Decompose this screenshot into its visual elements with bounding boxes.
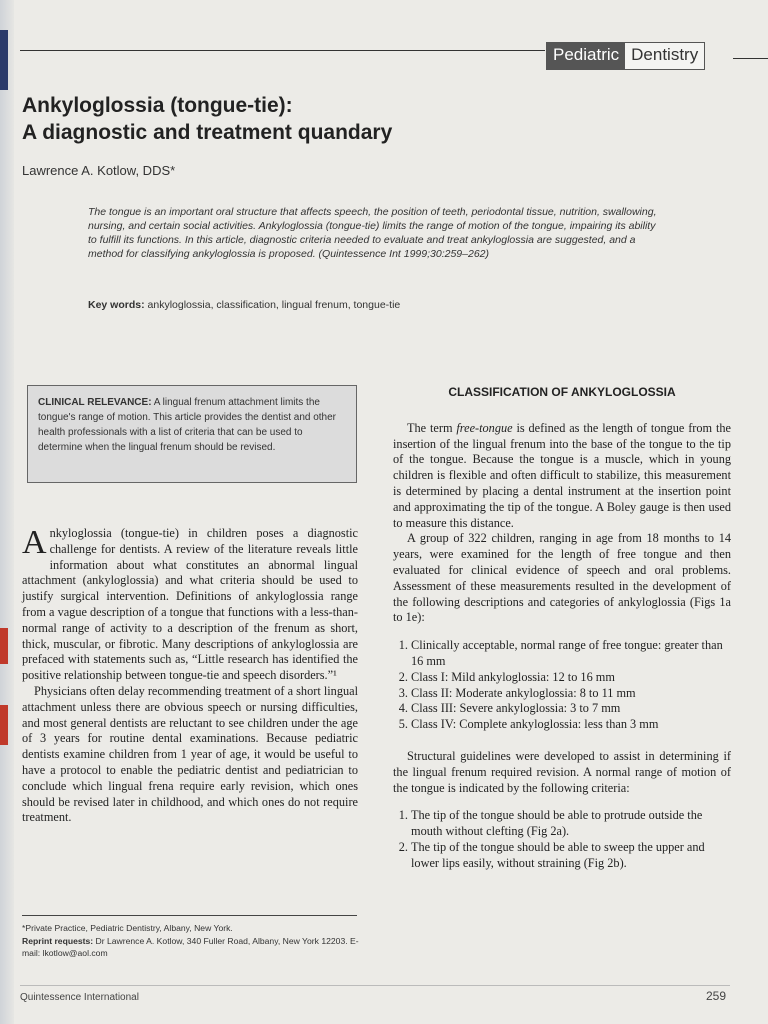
drop-cap: A: [22, 524, 47, 561]
reprint-label: Reprint requests:: [22, 935, 94, 946]
list-item: 4. Class III: Severe ankyloglossia: 3 to 7 mm: [411, 701, 731, 717]
term-emphasis: free-tongue: [456, 420, 513, 435]
header-rule: [20, 50, 545, 51]
paragraph-text: nkyloglossia (tongue-tie) in children poses a diagnostic challenge for dentists. A review of the literature reveals little information about what constitutes an abnormal lingual attachment (ankyloglossia) and what criteria should be used to justify surgical intervention. Definitions of ankyloglossia range from a vague description of a tongue that functions with a less-than-normal range of activity to a description of the frenum as short, thick, muscular, or fibrotic. Many descriptions of ankyloglossia are prefaced with statements such as, “Little research has identified the positive relationship between tongue-tie and speech disorders.”¹: [22, 526, 358, 683]
binding-spine: [0, 0, 14, 1024]
list-item: 5. Class IV: Complete ankyloglossia: less than 3 mm: [411, 717, 731, 733]
reprint-text: Dr Lawrence A. Kotlow, 340 Fuller Road, Albany, New York 12203. E-mail: lkotlow@aol.com: [22, 935, 359, 958]
footnote-rule: [22, 915, 357, 916]
title-line-2: A diagnostic and treatment quandary: [22, 121, 393, 144]
keywords: [88, 299, 658, 311]
footnote-reprint: [22, 935, 362, 960]
criteria-list: [393, 808, 731, 871]
clinical-relevance-text: A lingual frenum attachment limits the tongue's range of motion. This article provides the dentist and other health professionals with a list of criteria that can be used to determine when the lingual frenum should be revised.: [38, 397, 337, 453]
author: Lawrence A. Kotlow, DDS*: [22, 163, 176, 178]
clinical-relevance-box: [27, 385, 357, 483]
list-item: 2. The tip of the tongue should be able to sweep the upper and lower lips easily, without straining (Fig 2b).: [411, 840, 731, 872]
body-paragraph: [393, 421, 731, 532]
footnote: [22, 922, 362, 960]
journal-name: Quintessence International: [20, 992, 139, 1003]
list-item: 1. The tip of the tongue should be able to protrude outside the mouth without clefting (Fig 2a).: [411, 808, 731, 840]
title-line-1: Ankyloglossia (tongue-tie):: [22, 94, 293, 117]
right-column: [393, 385, 731, 888]
body-paragraph: Physicians often delay recommending treatment of a short lingual attachment unless there are obvious speech or nursing difficulties, and most general dentists are reluctant to see children under the age of 3 years for routine dental examinations. Because pediatric dentists examine children from 1 year of age, it would be useful to have a protocol to enable the pediatric dentist and pediatrician to conclude which lingual frena require early revision, which ones should be revised later in childhood, and which ones do not require treatment.: [22, 683, 358, 825]
left-column: [22, 526, 358, 826]
body-paragraph: Structural guidelines were developed to assist in determining if the lingual frenum required revision. A normal range of motion of the tongue is indicated by the following criteria:: [393, 748, 731, 795]
paragraph-text: is defined as the length of tongue from the insertion of the lingual frenum into the base of the tongue to the tip of the tongue. Because the tongue is a muscle, which in young children is flexible and often difficult to stabilize, this measurement is determined by placing a dental instrument at the insertion point and approximating the tip of the tongue. A Boley gauge is then used to measure this distance.: [393, 420, 731, 530]
header-rule: [733, 58, 768, 59]
page-number: 259: [706, 989, 727, 1003]
section-heading: CLASSIFICATION OF ANKYLOGLOSSIA: [448, 385, 676, 399]
body-paragraph: [22, 526, 358, 684]
footnote-affiliation: *Private Practice, Pediatric Dentistry, Albany, New York.: [22, 923, 233, 933]
list-item: 3. Class II: Moderate ankyloglossia: 8 to 11 mm: [411, 686, 731, 702]
list-item: 2. Class I: Mild ankyloglossia: 12 to 16 mm: [411, 670, 731, 686]
clinical-relevance-label: CLINICAL RELEVANCE:: [38, 397, 152, 408]
paragraph-text: The term: [407, 420, 457, 435]
section-tag-part2: Dentistry: [625, 43, 704, 69]
article-title: [22, 92, 582, 146]
body-paragraph: A group of 322 children, ranging in age from 18 months to 14 years, were examined for the length of free tongue and then evaluated for clinical evidence of speech and oral problems. Assessment of these measurements resulted in the development of the following descriptions and categories of ankyloglossia (Figs 1a to 1e):: [393, 531, 731, 625]
spine-mark: [0, 705, 8, 745]
spine-mark: [0, 628, 8, 664]
classification-list: [393, 638, 731, 733]
list-item: 1. Clinically acceptable, normal range of free tongue: greater than 16 mm: [411, 638, 731, 670]
section-tag-part1: Pediatric: [547, 43, 625, 69]
keywords-label: Key words:: [88, 299, 145, 311]
spine-mark: [0, 30, 8, 90]
footer-rule: [20, 985, 730, 986]
abstract: The tongue is an important oral structure that affects speech, the position of teeth, periodontal tissue, nutrition, swallowing, nursing, and certain social activities. Ankyloglossia (tongue-tie) limits the range of motion of the tongue, impairing its ability to fulfill its functions. In this article, diagnostic criteria needed to evaluate and treat ankyloglossia are suggested, and a method for classifying ankyloglossia is proposed. (Quintessence Int 1999;30:259–262): [88, 206, 657, 260]
section-tag: [546, 42, 705, 70]
keywords-list: ankyloglossia, classification, lingual frenum, tongue-tie: [144, 299, 401, 311]
